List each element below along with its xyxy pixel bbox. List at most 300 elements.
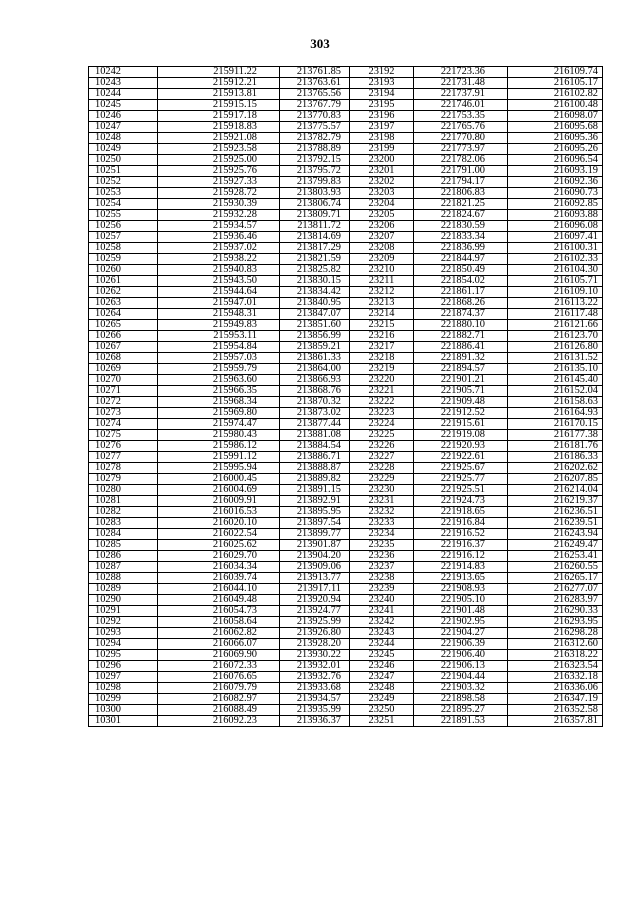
x-coordinate-left-cell: 215925.00 <box>158 155 280 166</box>
point-id-right-cell: 23198 <box>350 133 414 144</box>
point-id-left-cell: 10255 <box>89 210 158 221</box>
point-id-right-cell: 23193 <box>350 78 414 89</box>
x-coordinate-right-cell: 221861.17 <box>414 287 508 298</box>
y-coordinate-right-cell: 216236.51 <box>508 507 603 518</box>
point-id-left-cell: 10247 <box>89 122 158 133</box>
y-coordinate-left-cell: 213926.80 <box>280 628 350 639</box>
table-row <box>89 463 603 474</box>
table-row <box>89 496 603 507</box>
point-id-right-cell: 23251 <box>350 716 414 727</box>
point-id-right-cell: 23229 <box>350 474 414 485</box>
x-coordinate-right-cell: 221914.83 <box>414 562 508 573</box>
x-coordinate-left-cell: 216020.10 <box>158 518 280 529</box>
x-coordinate-left-cell: 215995.94 <box>158 463 280 474</box>
x-coordinate-right-cell: 221905.10 <box>414 595 508 606</box>
x-coordinate-right-cell: 221895.27 <box>414 705 508 716</box>
x-coordinate-left-cell: 216069.90 <box>158 650 280 661</box>
point-id-right-cell: 23233 <box>350 518 414 529</box>
x-coordinate-left-cell: 215930.39 <box>158 199 280 210</box>
x-coordinate-left-cell: 215954.84 <box>158 342 280 353</box>
x-coordinate-right-cell: 221898.58 <box>414 694 508 705</box>
x-coordinate-left-cell: 215949.83 <box>158 320 280 331</box>
y-coordinate-left-cell: 213899.77 <box>280 529 350 540</box>
x-coordinate-left-cell: 215923.58 <box>158 144 280 155</box>
y-coordinate-right-cell: 216145.40 <box>508 375 603 386</box>
x-coordinate-right-cell: 221770.80 <box>414 133 508 144</box>
y-coordinate-left-cell: 213928.20 <box>280 639 350 650</box>
point-id-right-cell: 23241 <box>350 606 414 617</box>
table-row <box>89 595 603 606</box>
x-coordinate-right-cell: 221773.97 <box>414 144 508 155</box>
point-id-left-cell: 10242 <box>89 67 158 78</box>
table-row <box>89 661 603 672</box>
x-coordinate-right-cell: 221794.17 <box>414 177 508 188</box>
x-coordinate-left-cell: 216016.53 <box>158 507 280 518</box>
point-id-left-cell: 10246 <box>89 111 158 122</box>
y-coordinate-right-cell: 216097.41 <box>508 232 603 243</box>
y-coordinate-left-cell: 213881.08 <box>280 430 350 441</box>
x-coordinate-right-cell: 221868.26 <box>414 298 508 309</box>
point-id-left-cell: 10277 <box>89 452 158 463</box>
point-id-right-cell: 23216 <box>350 331 414 342</box>
x-coordinate-right-cell: 221731.48 <box>414 78 508 89</box>
table-row <box>89 210 603 221</box>
table-row <box>89 507 603 518</box>
y-coordinate-right-cell: 216170.15 <box>508 419 603 430</box>
point-id-right-cell: 23220 <box>350 375 414 386</box>
y-coordinate-left-cell: 213934.57 <box>280 694 350 705</box>
y-coordinate-right-cell: 216096.08 <box>508 221 603 232</box>
y-coordinate-left-cell: 213917.11 <box>280 584 350 595</box>
y-coordinate-left-cell: 213925.99 <box>280 617 350 628</box>
point-id-right-cell: 23226 <box>350 441 414 452</box>
y-coordinate-right-cell: 216332.18 <box>508 672 603 683</box>
point-id-right-cell: 23244 <box>350 639 414 650</box>
y-coordinate-right-cell: 216181.76 <box>508 441 603 452</box>
point-id-right-cell: 23224 <box>350 419 414 430</box>
point-id-left-cell: 10297 <box>89 672 158 683</box>
x-coordinate-left-cell: 216009.91 <box>158 496 280 507</box>
y-coordinate-left-cell: 213873.02 <box>280 408 350 419</box>
x-coordinate-right-cell: 221906.13 <box>414 661 508 672</box>
y-coordinate-right-cell: 216092.36 <box>508 177 603 188</box>
table-row <box>89 562 603 573</box>
point-id-left-cell: 10285 <box>89 540 158 551</box>
y-coordinate-left-cell: 213770.83 <box>280 111 350 122</box>
y-coordinate-right-cell: 216135.10 <box>508 364 603 375</box>
x-coordinate-left-cell: 215991.12 <box>158 452 280 463</box>
table-row <box>89 287 603 298</box>
table-row <box>89 694 603 705</box>
y-coordinate-right-cell: 216102.33 <box>508 254 603 265</box>
y-coordinate-right-cell: 216277.07 <box>508 584 603 595</box>
x-coordinate-right-cell: 221746.01 <box>414 100 508 111</box>
table-row <box>89 386 603 397</box>
y-coordinate-left-cell: 213767.79 <box>280 100 350 111</box>
x-coordinate-left-cell: 216039.74 <box>158 573 280 584</box>
table-row <box>89 650 603 661</box>
point-id-right-cell: 23199 <box>350 144 414 155</box>
table-row <box>89 474 603 485</box>
point-id-left-cell: 10266 <box>89 331 158 342</box>
x-coordinate-right-cell: 221925.67 <box>414 463 508 474</box>
y-coordinate-left-cell: 213889.82 <box>280 474 350 485</box>
table-row <box>89 254 603 265</box>
x-coordinate-left-cell: 215963.60 <box>158 375 280 386</box>
x-coordinate-right-cell: 221925.77 <box>414 474 508 485</box>
table-row <box>89 573 603 584</box>
table-row <box>89 617 603 628</box>
point-id-right-cell: 23240 <box>350 595 414 606</box>
point-id-right-cell: 23234 <box>350 529 414 540</box>
point-id-left-cell: 10250 <box>89 155 158 166</box>
x-coordinate-left-cell: 216079.79 <box>158 683 280 694</box>
y-coordinate-right-cell: 216214.04 <box>508 485 603 496</box>
table-row <box>89 342 603 353</box>
point-id-right-cell: 23202 <box>350 177 414 188</box>
point-id-right-cell: 23235 <box>350 540 414 551</box>
point-id-left-cell: 10248 <box>89 133 158 144</box>
y-coordinate-left-cell: 213909.06 <box>280 562 350 573</box>
x-coordinate-right-cell: 221833.34 <box>414 232 508 243</box>
y-coordinate-left-cell: 213761.85 <box>280 67 350 78</box>
x-coordinate-left-cell: 215936.46 <box>158 232 280 243</box>
x-coordinate-right-cell: 221906.39 <box>414 639 508 650</box>
y-coordinate-right-cell: 216207.85 <box>508 474 603 485</box>
point-id-left-cell: 10274 <box>89 419 158 430</box>
point-id-right-cell: 23245 <box>350 650 414 661</box>
y-coordinate-right-cell: 216152.04 <box>508 386 603 397</box>
x-coordinate-left-cell: 216022.54 <box>158 529 280 540</box>
table-row <box>89 375 603 386</box>
point-id-right-cell: 23250 <box>350 705 414 716</box>
y-coordinate-left-cell: 213861.33 <box>280 353 350 364</box>
x-coordinate-right-cell: 221920.93 <box>414 441 508 452</box>
point-id-left-cell: 10263 <box>89 298 158 309</box>
y-coordinate-right-cell: 216109.74 <box>508 67 603 78</box>
table-row <box>89 353 603 364</box>
x-coordinate-left-cell: 216092.23 <box>158 716 280 727</box>
point-id-left-cell: 10280 <box>89 485 158 496</box>
x-coordinate-left-cell: 216058.64 <box>158 617 280 628</box>
x-coordinate-right-cell: 221901.48 <box>414 606 508 617</box>
x-coordinate-right-cell: 221901.21 <box>414 375 508 386</box>
point-id-right-cell: 23247 <box>350 672 414 683</box>
y-coordinate-right-cell: 216290.33 <box>508 606 603 617</box>
point-id-left-cell: 10279 <box>89 474 158 485</box>
point-id-left-cell: 10269 <box>89 364 158 375</box>
x-coordinate-left-cell: 215928.72 <box>158 188 280 199</box>
point-id-right-cell: 23237 <box>350 562 414 573</box>
y-coordinate-right-cell: 216347.19 <box>508 694 603 705</box>
x-coordinate-right-cell: 221894.57 <box>414 364 508 375</box>
x-coordinate-left-cell: 215918.83 <box>158 122 280 133</box>
x-coordinate-right-cell: 221765.76 <box>414 122 508 133</box>
y-coordinate-right-cell: 216298.28 <box>508 628 603 639</box>
table-row <box>89 683 603 694</box>
table-row <box>89 78 603 89</box>
table-row <box>89 606 603 617</box>
y-coordinate-right-cell: 216121.66 <box>508 320 603 331</box>
point-id-left-cell: 10257 <box>89 232 158 243</box>
point-id-left-cell: 10281 <box>89 496 158 507</box>
y-coordinate-left-cell: 213792.15 <box>280 155 350 166</box>
point-id-right-cell: 23213 <box>350 298 414 309</box>
y-coordinate-left-cell: 213936.37 <box>280 716 350 727</box>
y-coordinate-right-cell: 216109.10 <box>508 287 603 298</box>
x-coordinate-left-cell: 216049.48 <box>158 595 280 606</box>
point-id-right-cell: 23222 <box>350 397 414 408</box>
point-id-right-cell: 23223 <box>350 408 414 419</box>
x-coordinate-right-cell: 221737.91 <box>414 89 508 100</box>
y-coordinate-left-cell: 213799.83 <box>280 177 350 188</box>
x-coordinate-left-cell: 215921.08 <box>158 133 280 144</box>
x-coordinate-left-cell: 215915.15 <box>158 100 280 111</box>
x-coordinate-left-cell: 215940.83 <box>158 265 280 276</box>
point-id-left-cell: 10262 <box>89 287 158 298</box>
x-coordinate-right-cell: 221903.32 <box>414 683 508 694</box>
point-id-right-cell: 23238 <box>350 573 414 584</box>
y-coordinate-right-cell: 216283.97 <box>508 595 603 606</box>
x-coordinate-right-cell: 221919.08 <box>414 430 508 441</box>
point-id-right-cell: 23192 <box>350 67 414 78</box>
y-coordinate-left-cell: 213913.77 <box>280 573 350 584</box>
table-row <box>89 265 603 276</box>
x-coordinate-left-cell: 215934.57 <box>158 221 280 232</box>
x-coordinate-right-cell: 221916.52 <box>414 529 508 540</box>
table-row <box>89 397 603 408</box>
point-id-left-cell: 10287 <box>89 562 158 573</box>
x-coordinate-left-cell: 215911.22 <box>158 67 280 78</box>
point-id-right-cell: 23208 <box>350 243 414 254</box>
y-coordinate-right-cell: 216352.58 <box>508 705 603 716</box>
table-row <box>89 177 603 188</box>
table-row <box>89 639 603 650</box>
point-id-right-cell: 23219 <box>350 364 414 375</box>
point-id-right-cell: 23221 <box>350 386 414 397</box>
y-coordinate-left-cell: 213935.99 <box>280 705 350 716</box>
point-id-left-cell: 10292 <box>89 617 158 628</box>
x-coordinate-right-cell: 221806.83 <box>414 188 508 199</box>
y-coordinate-right-cell: 216095.26 <box>508 144 603 155</box>
x-coordinate-left-cell: 216044.10 <box>158 584 280 595</box>
point-id-right-cell: 23228 <box>350 463 414 474</box>
point-id-left-cell: 10296 <box>89 661 158 672</box>
y-coordinate-right-cell: 216131.52 <box>508 353 603 364</box>
x-coordinate-left-cell: 216066.07 <box>158 639 280 650</box>
point-id-left-cell: 10298 <box>89 683 158 694</box>
point-id-right-cell: 23230 <box>350 485 414 496</box>
x-coordinate-right-cell: 221874.37 <box>414 309 508 320</box>
x-coordinate-right-cell: 221891.32 <box>414 353 508 364</box>
point-id-left-cell: 10286 <box>89 551 158 562</box>
x-coordinate-right-cell: 221850.49 <box>414 265 508 276</box>
x-coordinate-left-cell: 215959.79 <box>158 364 280 375</box>
point-id-left-cell: 10270 <box>89 375 158 386</box>
x-coordinate-left-cell: 216034.34 <box>158 562 280 573</box>
x-coordinate-right-cell: 221915.61 <box>414 419 508 430</box>
point-id-right-cell: 23214 <box>350 309 414 320</box>
table-row <box>89 298 603 309</box>
y-coordinate-left-cell: 213930.22 <box>280 650 350 661</box>
y-coordinate-left-cell: 213924.77 <box>280 606 350 617</box>
x-coordinate-right-cell: 221909.48 <box>414 397 508 408</box>
table-row <box>89 111 603 122</box>
y-coordinate-left-cell: 213851.60 <box>280 320 350 331</box>
point-id-left-cell: 10253 <box>89 188 158 199</box>
x-coordinate-left-cell: 215974.47 <box>158 419 280 430</box>
x-coordinate-right-cell: 221916.84 <box>414 518 508 529</box>
x-coordinate-left-cell: 216029.70 <box>158 551 280 562</box>
y-coordinate-right-cell: 216260.55 <box>508 562 603 573</box>
table-row <box>89 232 603 243</box>
point-id-right-cell: 23218 <box>350 353 414 364</box>
y-coordinate-right-cell: 216100.48 <box>508 100 603 111</box>
table-row <box>89 485 603 496</box>
y-coordinate-right-cell: 216177.38 <box>508 430 603 441</box>
point-id-left-cell: 10300 <box>89 705 158 716</box>
y-coordinate-right-cell: 216105.71 <box>508 276 603 287</box>
table-row <box>89 122 603 133</box>
y-coordinate-left-cell: 213886.71 <box>280 452 350 463</box>
point-id-right-cell: 23242 <box>350 617 414 628</box>
x-coordinate-left-cell: 215969.80 <box>158 408 280 419</box>
y-coordinate-right-cell: 216092.85 <box>508 199 603 210</box>
point-id-right-cell: 23207 <box>350 232 414 243</box>
x-coordinate-left-cell: 215912.21 <box>158 78 280 89</box>
point-id-left-cell: 10245 <box>89 100 158 111</box>
x-coordinate-right-cell: 221886.41 <box>414 342 508 353</box>
table-row <box>89 199 603 210</box>
table-row <box>89 133 603 144</box>
x-coordinate-left-cell: 215966.35 <box>158 386 280 397</box>
point-id-left-cell: 10293 <box>89 628 158 639</box>
x-coordinate-right-cell: 221902.95 <box>414 617 508 628</box>
x-coordinate-left-cell: 215957.03 <box>158 353 280 364</box>
y-coordinate-left-cell: 213809.71 <box>280 210 350 221</box>
point-id-right-cell: 23211 <box>350 276 414 287</box>
y-coordinate-left-cell: 213830.15 <box>280 276 350 287</box>
point-id-left-cell: 10258 <box>89 243 158 254</box>
y-coordinate-right-cell: 216336.06 <box>508 683 603 694</box>
y-coordinate-left-cell: 213891.15 <box>280 485 350 496</box>
y-coordinate-right-cell: 216093.19 <box>508 166 603 177</box>
y-coordinate-left-cell: 213895.95 <box>280 507 350 518</box>
point-id-left-cell: 10275 <box>89 430 158 441</box>
y-coordinate-left-cell: 213856.99 <box>280 331 350 342</box>
x-coordinate-right-cell: 221908.93 <box>414 584 508 595</box>
y-coordinate-right-cell: 216318.22 <box>508 650 603 661</box>
x-coordinate-right-cell: 221824.67 <box>414 210 508 221</box>
table-row <box>89 408 603 419</box>
point-id-right-cell: 23249 <box>350 694 414 705</box>
point-id-left-cell: 10254 <box>89 199 158 210</box>
y-coordinate-right-cell: 216098.07 <box>508 111 603 122</box>
point-id-right-cell: 23246 <box>350 661 414 672</box>
y-coordinate-right-cell: 216093.88 <box>508 210 603 221</box>
y-coordinate-left-cell: 213811.72 <box>280 221 350 232</box>
x-coordinate-right-cell: 221880.10 <box>414 320 508 331</box>
x-coordinate-right-cell: 221904.44 <box>414 672 508 683</box>
table-row <box>89 166 603 177</box>
y-coordinate-right-cell: 216104.30 <box>508 265 603 276</box>
x-coordinate-left-cell: 216054.73 <box>158 606 280 617</box>
point-id-right-cell: 23205 <box>350 210 414 221</box>
y-coordinate-right-cell: 216095.36 <box>508 133 603 144</box>
y-coordinate-right-cell: 216096.54 <box>508 155 603 166</box>
table-row <box>89 518 603 529</box>
x-coordinate-left-cell: 215913.81 <box>158 89 280 100</box>
y-coordinate-right-cell: 216164.93 <box>508 408 603 419</box>
point-id-right-cell: 23227 <box>350 452 414 463</box>
table-row <box>89 584 603 595</box>
point-id-right-cell: 23194 <box>350 89 414 100</box>
point-id-left-cell: 10295 <box>89 650 158 661</box>
y-coordinate-left-cell: 213775.57 <box>280 122 350 133</box>
table-row <box>89 628 603 639</box>
x-coordinate-right-cell: 221904.27 <box>414 628 508 639</box>
point-id-left-cell: 10260 <box>89 265 158 276</box>
y-coordinate-left-cell: 213866.93 <box>280 375 350 386</box>
point-id-left-cell: 10282 <box>89 507 158 518</box>
point-id-left-cell: 10267 <box>89 342 158 353</box>
x-coordinate-left-cell: 215932.28 <box>158 210 280 221</box>
point-id-left-cell: 10288 <box>89 573 158 584</box>
point-id-left-cell: 10290 <box>89 595 158 606</box>
point-id-left-cell: 10273 <box>89 408 158 419</box>
point-id-right-cell: 23248 <box>350 683 414 694</box>
y-coordinate-right-cell: 216323.54 <box>508 661 603 672</box>
y-coordinate-right-cell: 216102.82 <box>508 89 603 100</box>
y-coordinate-left-cell: 213782.79 <box>280 133 350 144</box>
y-coordinate-right-cell: 216265.17 <box>508 573 603 584</box>
y-coordinate-right-cell: 216249.47 <box>508 540 603 551</box>
table-row <box>89 540 603 551</box>
y-coordinate-right-cell: 216186.33 <box>508 452 603 463</box>
y-coordinate-right-cell: 216293.95 <box>508 617 603 628</box>
y-coordinate-left-cell: 213932.76 <box>280 672 350 683</box>
page-number: 303 <box>310 36 330 51</box>
x-coordinate-right-cell: 221891.53 <box>414 716 508 727</box>
x-coordinate-right-cell: 221882.71 <box>414 331 508 342</box>
table-row <box>89 89 603 100</box>
point-id-left-cell: 10249 <box>89 144 158 155</box>
y-coordinate-left-cell: 213859.21 <box>280 342 350 353</box>
x-coordinate-right-cell: 221830.59 <box>414 221 508 232</box>
x-coordinate-left-cell: 216088.49 <box>158 705 280 716</box>
table-row <box>89 551 603 562</box>
y-coordinate-right-cell: 216243.94 <box>508 529 603 540</box>
point-id-right-cell: 23206 <box>350 221 414 232</box>
x-coordinate-right-cell: 221918.65 <box>414 507 508 518</box>
y-coordinate-right-cell: 216126.80 <box>508 342 603 353</box>
x-coordinate-left-cell: 215925.76 <box>158 166 280 177</box>
x-coordinate-right-cell: 221922.61 <box>414 452 508 463</box>
point-id-left-cell: 10265 <box>89 320 158 331</box>
point-id-right-cell: 23204 <box>350 199 414 210</box>
y-coordinate-left-cell: 213877.44 <box>280 419 350 430</box>
table-row <box>89 320 603 331</box>
x-coordinate-right-cell: 221854.02 <box>414 276 508 287</box>
y-coordinate-left-cell: 213884.54 <box>280 441 350 452</box>
x-coordinate-left-cell: 215917.18 <box>158 111 280 122</box>
x-coordinate-right-cell: 221924.73 <box>414 496 508 507</box>
coordinate-table <box>88 66 603 727</box>
y-coordinate-left-cell: 213763.61 <box>280 78 350 89</box>
x-coordinate-left-cell: 216000.45 <box>158 474 280 485</box>
x-coordinate-left-cell: 215948.31 <box>158 309 280 320</box>
point-id-right-cell: 23195 <box>350 100 414 111</box>
